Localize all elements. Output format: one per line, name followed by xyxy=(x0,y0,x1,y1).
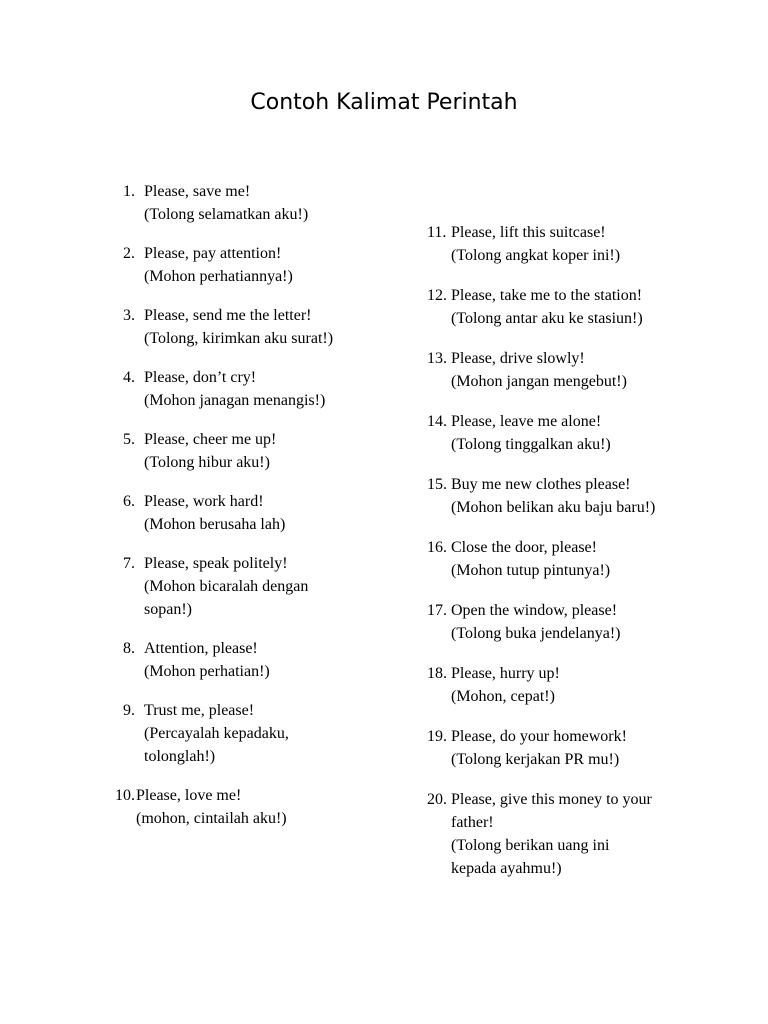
list-item-15 xyxy=(427,473,727,519)
item-text xyxy=(135,366,408,412)
indonesian-translation: (Mohon berusaha lah) xyxy=(144,516,286,533)
item-text xyxy=(135,428,408,474)
indonesian-translation: (Mohon tutup pintunya!) xyxy=(451,562,611,579)
item-text xyxy=(135,784,408,830)
item-number: 6. xyxy=(123,493,135,510)
item-text xyxy=(135,699,319,768)
item-number: 5. xyxy=(123,431,135,448)
indonesian-translation: (Percayalah kepadaku, tolonglah!) xyxy=(144,725,289,765)
item-number: 19. xyxy=(427,728,447,745)
item-text xyxy=(451,221,681,267)
item-number: 7. xyxy=(123,555,135,572)
english-sentence: Buy me new clothes please! xyxy=(451,476,631,493)
list-item-10 xyxy=(108,784,408,830)
indonesian-translation: (Tolong, kirimkan aku surat!) xyxy=(144,330,334,347)
list-item-11 xyxy=(427,221,727,267)
item-text xyxy=(135,242,408,288)
english-sentence: Please, hurry up! xyxy=(451,665,560,682)
indonesian-translation: (Tolong selamatkan aku!) xyxy=(144,206,309,223)
english-sentence: Close the door, please! xyxy=(451,539,597,556)
item-text xyxy=(451,662,681,708)
item-number: 9. xyxy=(123,702,135,719)
left-column-list xyxy=(108,180,408,846)
item-text xyxy=(451,410,681,456)
item-text xyxy=(451,725,681,771)
english-sentence: Please, speak politely! xyxy=(144,555,288,572)
list-item-14 xyxy=(427,410,727,456)
indonesian-translation: (Mohon jangan mengebut!) xyxy=(451,373,627,390)
english-sentence: Trust me, please! xyxy=(144,702,255,719)
english-sentence: Please, give this money to your father! xyxy=(451,791,652,831)
indonesian-translation: (Tolong antar aku ke stasiun!) xyxy=(451,310,643,327)
indonesian-translation: (Tolong buka jendelanya!) xyxy=(451,625,621,642)
indonesian-translation: (Mohon janagan menangis!) xyxy=(144,392,326,409)
list-item-5 xyxy=(108,428,408,474)
item-text xyxy=(135,637,408,683)
item-number: 2. xyxy=(123,245,135,262)
item-number: 14. xyxy=(427,413,447,430)
english-sentence: Attention, please! xyxy=(144,640,258,657)
english-sentence: Open the window, please! xyxy=(451,602,618,619)
item-number: 8. xyxy=(123,640,135,657)
list-item-9 xyxy=(108,699,408,768)
indonesian-translation: (Mohon belikan aku baju baru!) xyxy=(451,499,656,516)
item-number: 3. xyxy=(123,307,135,324)
item-number: 16. xyxy=(427,539,447,556)
indonesian-translation: (Tolong kerjakan PR mu!) xyxy=(451,751,620,768)
list-item-20 xyxy=(427,788,727,880)
item-number: 12. xyxy=(427,287,447,304)
list-item-7 xyxy=(108,552,408,621)
item-number: 20. xyxy=(427,791,447,808)
list-item-16 xyxy=(427,536,727,582)
english-sentence: Please, drive slowly! xyxy=(451,350,585,367)
indonesian-translation: (Tolong angkat koper ini!) xyxy=(451,247,621,264)
right-column-list xyxy=(427,221,727,897)
list-item-12 xyxy=(427,284,727,330)
list-item-1 xyxy=(108,180,408,226)
page-title: Contoh Kalimat Perintah xyxy=(250,90,518,115)
list-item-13 xyxy=(427,347,727,393)
item-text xyxy=(135,552,344,621)
list-item-18 xyxy=(427,662,727,708)
english-sentence: Please, send me the letter! xyxy=(144,307,312,324)
item-number: 17. xyxy=(427,602,447,619)
english-sentence: Please, take me to the station! xyxy=(451,287,643,304)
item-number: 13. xyxy=(427,350,447,367)
indonesian-translation: (Tolong hibur aku!) xyxy=(144,454,270,471)
item-text xyxy=(135,490,408,536)
item-text xyxy=(451,536,681,582)
indonesian-translation: (Mohon, cepat!) xyxy=(451,688,555,705)
item-text xyxy=(451,473,681,519)
indonesian-translation: (Tolong tinggalkan aku!) xyxy=(451,436,611,453)
item-number: 15. xyxy=(427,476,447,493)
item-number: 1. xyxy=(123,183,135,200)
list-item-8 xyxy=(108,637,408,683)
indonesian-translation: (Mohon bicaralah dengan sopan!) xyxy=(144,578,309,618)
english-sentence: Please, leave me alone! xyxy=(451,413,602,430)
list-item-17 xyxy=(427,599,727,645)
english-sentence: Please, cheer me up! xyxy=(144,431,277,448)
english-sentence: Please, do your homework! xyxy=(451,728,627,745)
english-sentence: Please, save me! xyxy=(144,183,251,200)
item-number: 4. xyxy=(123,369,135,386)
indonesian-translation: (mohon, cintailah aku!) xyxy=(136,810,287,827)
item-text xyxy=(451,599,681,645)
english-sentence: Please, pay attention! xyxy=(144,245,282,262)
english-sentence: Please, work hard! xyxy=(144,493,264,510)
list-item-2 xyxy=(108,242,408,288)
indonesian-translation: (Tolong berikan uang ini kepada ayahmu!) xyxy=(451,837,610,877)
indonesian-translation: (Mohon perhatian!) xyxy=(144,663,270,680)
indonesian-translation: (Mohon perhatiannya!) xyxy=(144,268,293,285)
list-item-4 xyxy=(108,366,408,412)
english-sentence: Please, love me! xyxy=(136,787,242,804)
list-item-6 xyxy=(108,490,408,536)
list-item-19 xyxy=(427,725,727,771)
list-item-3 xyxy=(108,304,408,350)
item-number: 10. xyxy=(115,787,135,804)
item-text xyxy=(451,788,679,880)
item-text xyxy=(451,347,681,393)
item-number: 18. xyxy=(427,665,447,682)
english-sentence: Please, lift this suitcase! xyxy=(451,224,606,241)
english-sentence: Please, don’t cry! xyxy=(144,369,257,386)
item-text xyxy=(451,284,681,330)
item-text xyxy=(135,180,408,226)
item-number: 11. xyxy=(427,224,447,241)
item-text xyxy=(135,304,408,350)
